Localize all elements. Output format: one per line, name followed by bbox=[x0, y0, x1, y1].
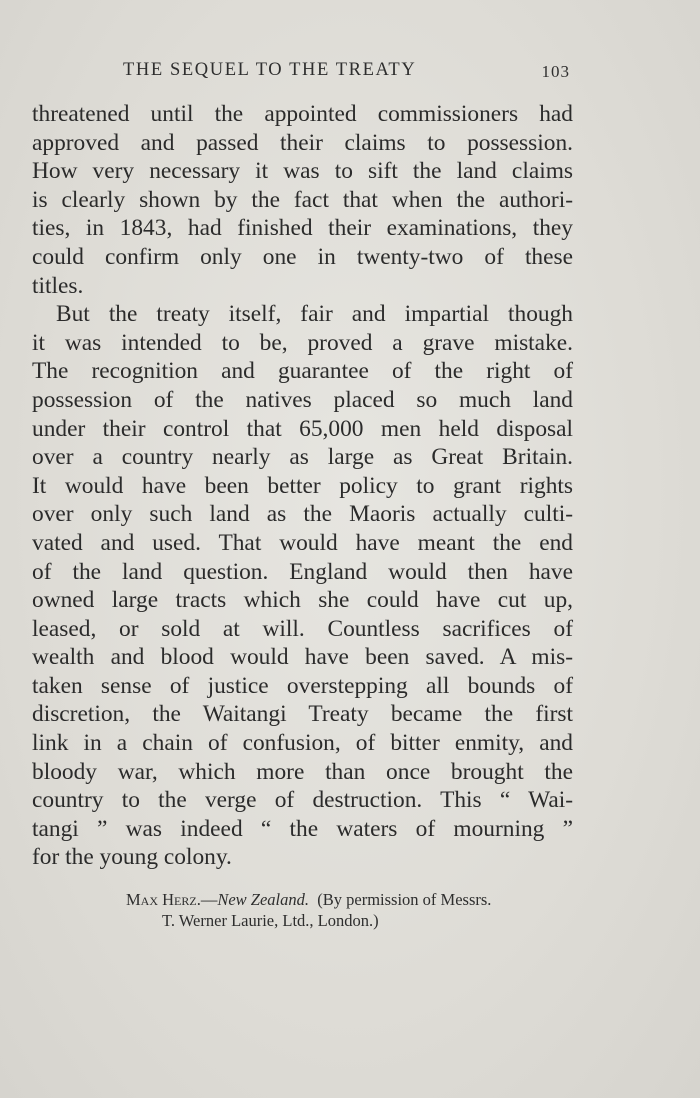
text-line: tangi ” was indeed “ the waters of mourning ” bbox=[32, 815, 573, 842]
text-line: It would have been better policy to grant rights bbox=[32, 472, 573, 499]
text-line: country to the verge of destruction. This “ Wai- bbox=[32, 787, 573, 814]
text-line: over only such land as the Maoris actually culti- bbox=[32, 501, 573, 528]
text-line: owned large tracts which she could have cut up, bbox=[32, 587, 573, 614]
text-line: ties, in 1843, had finished their examinations, they bbox=[32, 215, 573, 242]
text-line: is clearly shown by the fact that when the authori- bbox=[32, 186, 573, 213]
citation bbox=[126, 889, 491, 931]
text-line: over a country nearly as large as Great Britain. bbox=[32, 444, 573, 471]
text-line: But the treaty itself, fair and impartial though bbox=[56, 301, 573, 328]
text-line: it was intended to be, proved a grave mistake. bbox=[32, 329, 573, 356]
text-line: could confirm only one in twenty-two of these bbox=[32, 243, 573, 270]
running-head bbox=[123, 58, 570, 86]
text-line: approved and passed their claims to possession. bbox=[32, 129, 573, 156]
text-line: taken sense of justice overstepping all bounds of bbox=[32, 672, 573, 699]
citation-line-2: T. Werner Laurie, Ltd., London.) bbox=[162, 911, 379, 930]
text-line: threatened until the appointed commissioners had bbox=[32, 101, 573, 127]
text-line: possession of the natives placed so much land bbox=[32, 386, 573, 413]
page-number: 103 bbox=[541, 62, 570, 81]
text-line: under their control that 65,000 men held disposal bbox=[32, 415, 573, 442]
text-line: titles. bbox=[32, 272, 84, 299]
text-line: bloody war, which more than once brought the bbox=[32, 758, 573, 785]
citation-author: Max Herz. bbox=[126, 890, 201, 909]
citation-line-1 bbox=[126, 889, 491, 910]
citation-work: New Zealand. bbox=[217, 890, 310, 909]
text-line: The recognition and guarantee of the right of bbox=[32, 358, 573, 385]
text-line: How very necessary it was to sift the land claims bbox=[32, 158, 573, 185]
citation-dash: — bbox=[200, 890, 218, 909]
running-title: THE SEQUEL TO THE TREATY bbox=[123, 60, 417, 80]
text-line: wealth and blood would have been saved. A mis- bbox=[32, 644, 573, 671]
text-line: discretion, the Waitangi Treaty became the first bbox=[32, 701, 573, 728]
text-line: vated and used. That would have meant the end bbox=[32, 529, 573, 556]
text-line: link in a chain of confusion, of bitter enmity, and bbox=[32, 730, 573, 757]
citation-note-1: (By permission of Messrs. bbox=[317, 890, 492, 909]
body-text bbox=[32, 100, 573, 872]
text-line: of the land question. England would then have bbox=[32, 558, 573, 585]
text-line: leased, or sold at will. Countless sacrifices of bbox=[32, 615, 573, 642]
text-line: for the young colony. bbox=[32, 844, 232, 871]
